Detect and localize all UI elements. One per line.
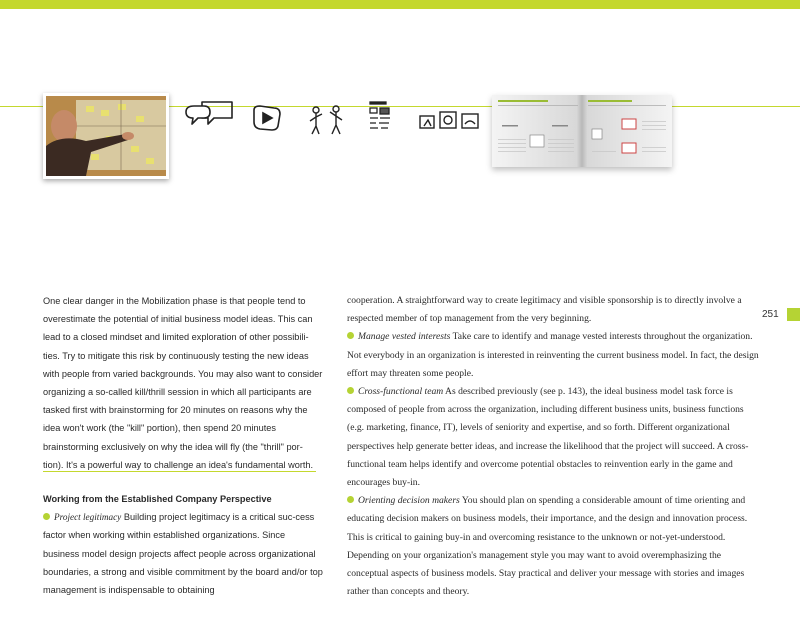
item-text: Building project legitimacy is a critical suc-cess factor when working within established organizations. Since business model design projects affect people across organizational boundaries, a strong and visible commitment by the board and/or top management is indispensable to obtaining — [43, 512, 323, 596]
page-number: 251 — [762, 309, 779, 320]
list-item-decision-makers — [347, 492, 762, 601]
section-divider — [43, 471, 316, 472]
intro-paragraph: One clear danger in the Mobilization phase is that people tend to overestimate the potential of initial business model ideas. This can lead to a closed mindset and limited exploration of other possibili-ties. Try to mitigate this risk by continuously testing the new ideas with people from varied backgrounds. You may also want to consider organizing a so-called kill/thrill session in which all participants are tasked first with brainstorming for 20 minutes on reasons why the idea won't work (the "kill" portion), then spend 20 minutes brainstorming exclusively on why the idea will fly (the "thrill" por-tion). It's a powerful way to challenge an idea's fundamental worth. — [43, 296, 323, 470]
notes-board-icon — [370, 102, 390, 128]
item-term: Manage vested interests — [358, 331, 451, 343]
list-item-cross-functional — [347, 383, 762, 492]
process-sketch-icons — [184, 100, 484, 140]
book-spread-thumbnail — [492, 95, 672, 167]
continuation-paragraph: cooperation. A straightforward way to create legitimacy and visible sponsorship is to directly involve a respected member of top management from the very beginning. — [347, 295, 742, 325]
item-text: Take care to identify and manage vested interests throughout the organization. Not everybody in an organization is interested in reinventing the current business model. In fact, the design effort may threaten some people. — [347, 331, 759, 379]
workshop-photo — [43, 93, 169, 179]
speech-bubble-icon — [186, 102, 232, 124]
video-play-icon — [254, 106, 280, 130]
bullet-dot-icon — [347, 496, 354, 503]
bullet-dot-icon — [347, 332, 354, 339]
list-item-vested-interests — [347, 328, 762, 383]
bullet-dot-icon — [347, 387, 354, 394]
people-icon — [310, 106, 342, 134]
item-term: Orienting decision makers — [358, 495, 460, 507]
left-column-section — [43, 490, 323, 599]
right-column — [347, 292, 762, 601]
item-text: As described previously (see p. 143), the ideal business model task force is composed of people from across the organization, including different business units, business functions (e.g. marketing, finance, IT), levels of seniority and expertise, and so forth. Different organizational perspectives help generate better ideas, and increase the likelihood that the project will succeed. A cross-functional team helps identify and overcome potential obstacles to reinvention early in the game and encourages buy-in. — [347, 386, 749, 489]
bullet-dot-icon — [43, 513, 50, 520]
item-term: Project legitimacy — [54, 512, 122, 523]
list-item-project-legitimacy — [43, 508, 323, 599]
section-heading: Working from the Established Company Perspective — [43, 494, 272, 504]
page-tab-marker — [787, 308, 800, 321]
item-term: Cross-functional team — [358, 386, 444, 398]
top-accent-bar — [0, 0, 800, 9]
storyboard-icon — [420, 112, 478, 128]
left-column-intro — [43, 292, 323, 474]
item-text: You should plan on spending a considerable amount of time orienting and educating decision makers on business models, their importance, and the design and innovation process. This is critical to gaining buy-in and overcoming resistance to the unknown or not-yet-understood. Depending on your organization's management style you may want to avoid overemphasizing the conceptual aspects of business models. Stay practical and deliver your message with stories and images rather than concepts and theory. — [347, 495, 748, 598]
